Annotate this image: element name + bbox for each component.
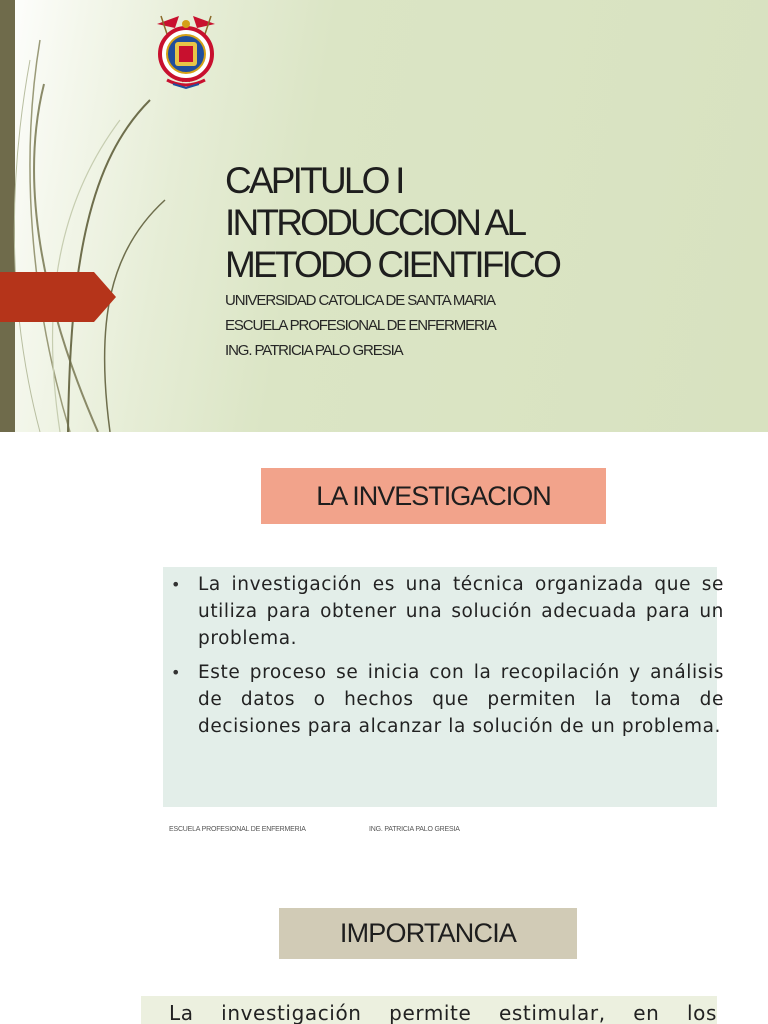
importancia-text: La investigación permite estimular, en los bbox=[169, 1001, 717, 1024]
list-item bbox=[171, 659, 724, 740]
heading-box-investigacion bbox=[261, 468, 606, 524]
heading-box-importancia bbox=[279, 908, 577, 959]
bullet-text-1: La investigación es una técnica organizada que se utiliza para obtener una solución adecuada para un problema. bbox=[198, 574, 724, 649]
footer-school: ESCUELA PROFESIONAL DE ENFERMERIA bbox=[169, 826, 306, 833]
title-block bbox=[225, 160, 745, 363]
slide-title-line-1: CAPITULO I bbox=[225, 160, 403, 201]
subtitle-school: ESCUELA PROFESIONAL DE ENFERMERIA bbox=[225, 317, 496, 334]
bullet-dot: • bbox=[171, 575, 181, 594]
bullet-text-2: Este proceso se inicia con la recopilación y análisis de datos o hechos que permiten la toma de decisiones para alcanzar la solución de un problema. bbox=[198, 662, 724, 737]
subtitle-author: ING. PATRICIA PALO GRESIA bbox=[225, 342, 403, 359]
section-heading: LA INVESTIGACION bbox=[316, 480, 551, 511]
slide-title-line-2: INTRODUCCION AL bbox=[225, 202, 525, 243]
content-box bbox=[163, 567, 724, 807]
title-slide bbox=[0, 0, 768, 432]
subtitle-university: UNIVERSIDAD CATOLICA DE SANTA MARIA bbox=[225, 292, 495, 309]
slide-title-line-3: METODO CIENTIFICO bbox=[225, 244, 560, 285]
university-crest-icon bbox=[153, 12, 219, 90]
list-item bbox=[171, 571, 724, 652]
bullet-dot: • bbox=[171, 663, 181, 682]
red-arrow-shape bbox=[0, 272, 116, 322]
footer-author: ING. PATRICIA PALO GRESIA bbox=[369, 826, 460, 833]
section-heading-importancia: IMPORTANCIA bbox=[339, 918, 517, 948]
content-box-importancia bbox=[141, 996, 717, 1024]
